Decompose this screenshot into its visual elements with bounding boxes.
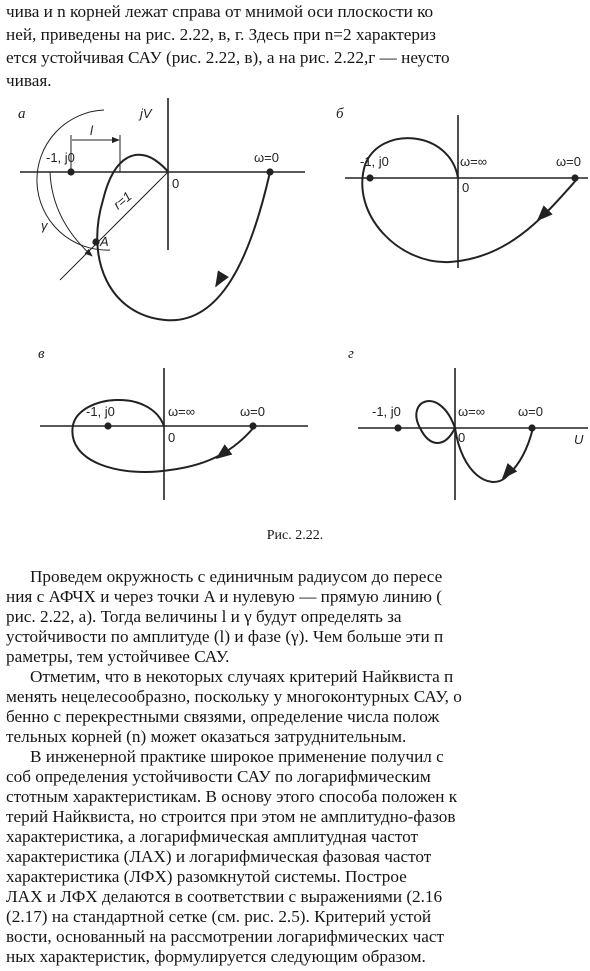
text-line-body-5: раметры, тем устойчивее САУ. bbox=[6, 647, 230, 666]
panel-a-gamma-arc bbox=[50, 172, 92, 256]
panel-a-point-A bbox=[92, 238, 99, 245]
panel-a-point-minus1 bbox=[67, 168, 74, 175]
panel-a-origin-label: 0 bbox=[172, 176, 180, 191]
panel-a-r-label: r=1 bbox=[110, 188, 135, 213]
text-line-body-2: ния с АФЧХ и через точки A и нулевую — прямую линию ( bbox=[6, 587, 443, 606]
panel-b bbox=[336, 106, 588, 268]
panel-g-origin-label: 0 bbox=[458, 430, 466, 445]
panel-g-small-loop bbox=[416, 401, 455, 443]
panel-g-axis-x-label: U bbox=[574, 432, 584, 447]
panel-a-afc-curve bbox=[97, 155, 270, 320]
panel-b-w0-label: ω=0 bbox=[556, 154, 581, 169]
figure-caption: Рис. 2.22. bbox=[266, 528, 324, 543]
text-line-body-3: рис. 2.22, а). Тогда величины l и γ будут определять за bbox=[6, 607, 402, 626]
panel-b-winf-label: ω=∞ bbox=[460, 154, 488, 169]
panel-g-point-minus1 bbox=[394, 424, 401, 431]
text-line-body-18: (2.17) на стандартной сетке (см. рис. 2.5). Критерий устой bbox=[6, 907, 432, 926]
text-line-body-9: тельных корней (n) может оказаться затруднительным. bbox=[6, 727, 407, 746]
panel-a-unit-circle bbox=[37, 110, 110, 250]
panel-v-w0-label: ω=0 bbox=[240, 404, 265, 419]
text-line-body-10: В инженерной практике широкое применение получил с bbox=[30, 747, 444, 766]
panel-b-point-minus1 bbox=[366, 174, 373, 181]
panel-a-point-w0 bbox=[266, 168, 273, 175]
text-line-body-12: стотным характеристикам. В основу этого способа положен к bbox=[6, 787, 458, 806]
panel-b-point-label: -1, j0 bbox=[360, 154, 389, 169]
panel-b-point-w0 bbox=[571, 174, 578, 181]
text-line-body-19: вости, основанный на рассмотрении логарифмических част bbox=[6, 927, 445, 946]
text-line-body-7: менять нецелесообразно, поскольку у многоконтурных САУ, о bbox=[6, 687, 462, 706]
panel-a-gamma-label: γ bbox=[41, 218, 48, 233]
text-line-body-8: бенно с перекрестными связями, определение числа полож bbox=[6, 707, 440, 726]
text-line-top-4: чивая. bbox=[6, 71, 52, 90]
panel-g bbox=[348, 346, 588, 500]
text-line-top-2: ней, приведены на рис. 2.22, в, г. Здесь при n=2 характериз bbox=[6, 25, 436, 44]
panel-v-winf-label: ω=∞ bbox=[168, 404, 196, 419]
panel-v bbox=[38, 346, 308, 500]
panel-g-point-w0 bbox=[528, 424, 535, 431]
panel-v-point-label: -1, j0 bbox=[86, 404, 115, 419]
panel-v-letter: в bbox=[38, 346, 45, 362]
text-line-body-6: Отметим, что в некоторых случаях критерий Найквиста п bbox=[30, 667, 454, 686]
panel-g-w0-label: ω=0 bbox=[518, 404, 543, 419]
panel-a-radius-line bbox=[60, 172, 168, 280]
panel-a-letter: а bbox=[18, 106, 26, 122]
text-line-body-17: ЛАХ и ЛФХ делаются в соответствии с выражениями (2.16 bbox=[6, 887, 443, 906]
panel-a-A-label: A bbox=[100, 234, 109, 249]
panel-g-point-label: -1, j0 bbox=[372, 404, 401, 419]
panel-v-point-w0 bbox=[249, 422, 256, 429]
panel-v-point-minus1 bbox=[104, 422, 111, 429]
text-line-body-14: характеристика, а логарифмическая амплитудная частот bbox=[6, 827, 419, 846]
text-line-body-1: Проведем окружность с единичным радиусом до пересе bbox=[30, 567, 443, 586]
panel-g-afc-curve bbox=[455, 428, 533, 482]
text-line-body-15: характеристика (ЛАХ) и логарифмическая фазовая частот bbox=[6, 847, 432, 866]
text-line-top-1: чива и n корней лежат справа от мнимой оси плоскости ко bbox=[6, 2, 434, 21]
text-line-body-11: соб определения устойчивости САУ по логарифмическим bbox=[6, 767, 431, 786]
panel-a bbox=[18, 98, 305, 320]
text-line-body-16: характеристика (ЛФХ) разомкнутой системы. Построе bbox=[6, 867, 407, 886]
text-line-body-4: устойчивости по амплитуде (l) и фазе (γ). Чем больше эти п bbox=[6, 627, 444, 646]
text-line-top-3: ется устойчивая САУ (рис. 2.22, в), а на рис. 2.22,г — неусто bbox=[6, 48, 450, 67]
panel-a-l-label: l bbox=[90, 123, 93, 138]
text-line-body-20: ных характеристик, формулируется следующим образом. bbox=[6, 947, 426, 966]
panel-b-letter: б bbox=[336, 106, 344, 122]
panel-b-origin-label: 0 bbox=[462, 180, 470, 195]
panel-g-winf-label: ω=∞ bbox=[458, 404, 486, 419]
text-line-body-13: терий Найквиста, но строится при этом не амплитудно-фазов bbox=[6, 807, 456, 826]
panel-g-letter: г bbox=[348, 346, 354, 362]
panel-a-axis-y-label: jV bbox=[140, 106, 152, 121]
panel-a-point-label: -1, j0 bbox=[46, 150, 75, 165]
panel-a-w0-label: ω=0 bbox=[254, 150, 279, 165]
panel-v-origin-label: 0 bbox=[168, 430, 176, 445]
